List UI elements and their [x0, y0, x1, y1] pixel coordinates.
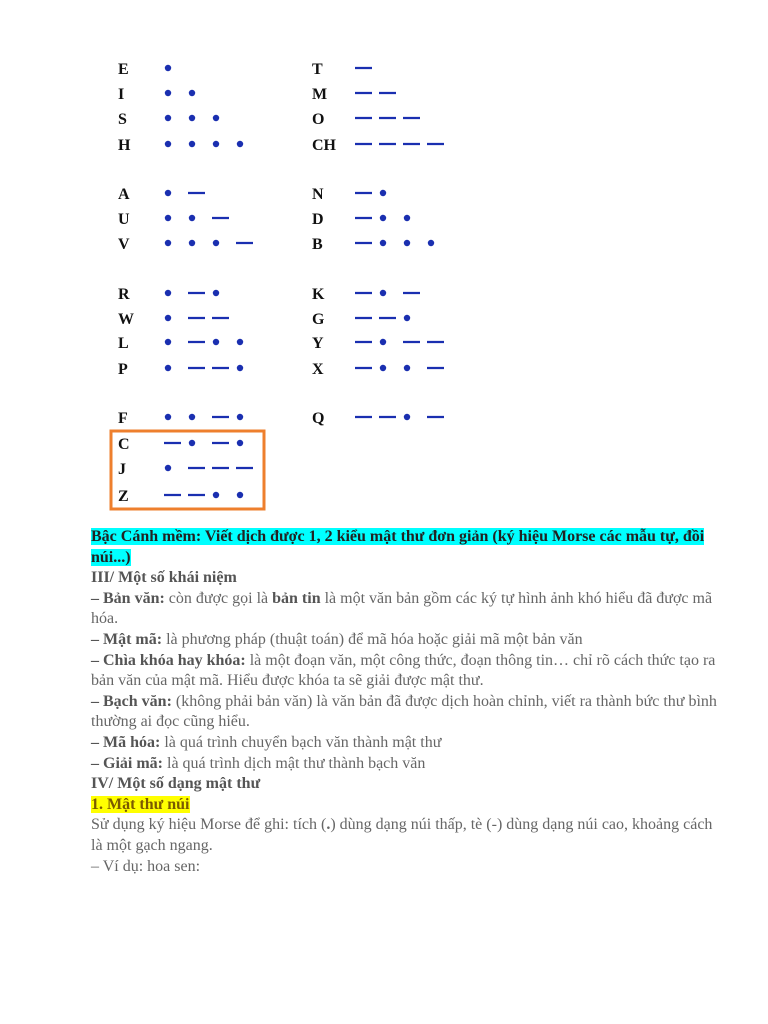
morse-dot	[213, 492, 219, 498]
morse-dot	[165, 215, 171, 221]
morse-dot	[404, 215, 410, 221]
morse-letter: K	[312, 286, 325, 303]
morse-dot	[165, 240, 171, 246]
morse-entry-b	[312, 236, 434, 253]
morse-entry-n	[312, 186, 386, 203]
definition-bach-van: – Bạch văn: (không phải bản văn) là văn bản đã được dịch hoàn chỉnh, viết ra thành bức thư bình thường ai đọc cũng hiểu.	[91, 692, 717, 731]
morse-entry-z	[118, 488, 243, 505]
morse-entry-l	[118, 335, 243, 352]
level-heading: Bậc Cánh mềm: Viết dịch được 1, 2 kiểu mật thư đơn giản (ký hiệu Morse các mẫu tự, đồi núi...)	[91, 528, 705, 566]
morse-entry-w	[118, 311, 229, 328]
morse-letter: O	[312, 111, 325, 128]
morse-letter: V	[118, 236, 130, 253]
morse-letter: B	[312, 236, 323, 253]
definition-chia-khoa: – Chìa khóa hay khóa: là một đoạn văn, một công thức, đoạn thông tin… chỉ rõ cách thức tạo ra bản văn của mật mã. Hiểu được khóa ta sẽ giải được mật thư.	[91, 651, 716, 690]
morse-letter: C	[118, 436, 130, 453]
morse-dot	[165, 365, 171, 371]
morse-dot	[404, 414, 410, 420]
morse-letter: CH	[312, 137, 336, 154]
morse-dot	[165, 339, 171, 345]
morse-letter: M	[312, 86, 328, 103]
morse-entry-j	[118, 461, 253, 478]
morse-dot	[237, 492, 243, 498]
morse-dot	[237, 365, 243, 371]
morse-letter: G	[312, 311, 325, 328]
morse-dot	[165, 290, 171, 296]
morse-dot	[165, 115, 171, 121]
morse-dot	[165, 414, 171, 420]
morse-entry-p	[118, 361, 243, 378]
definition-ban-van: – Bản văn: còn được gọi là bản tin là một văn bản gồm các ký tự hình ảnh khó hiểu đã được mã hóa.	[91, 589, 713, 628]
morse-letter: X	[312, 361, 324, 378]
morse-letter: L	[118, 335, 129, 352]
morse-dot	[165, 141, 171, 147]
morse-letter: Q	[312, 410, 325, 427]
morse-entry-ch	[312, 137, 444, 154]
morse-entry-u	[118, 211, 229, 228]
morse-dot	[189, 90, 195, 96]
morse-dot	[165, 465, 171, 471]
morse-entry-i	[118, 86, 195, 103]
morse-dot	[428, 240, 434, 246]
morse-letter: I	[118, 86, 125, 103]
morse-letter: S	[118, 111, 127, 128]
morse-letter: Z	[118, 488, 129, 505]
morse-entry-r	[118, 286, 219, 303]
mountain-cipher-description: Sử dụng ký hiệu Morse để ghi: tích (.) dùng dạng núi thấp, tè (-) dùng dạng núi cao, khoảng cách là một gạch ngang.	[91, 816, 713, 854]
morse-letter: H	[118, 137, 131, 154]
morse-dot	[237, 440, 243, 446]
morse-letter: A	[118, 186, 130, 203]
morse-dot	[380, 339, 386, 345]
subsection-1-heading: 1. Mật thư núi	[91, 795, 190, 813]
morse-entry-o	[312, 111, 420, 128]
morse-letter: N	[312, 186, 324, 203]
morse-dot	[165, 90, 171, 96]
morse-dot	[404, 365, 410, 371]
morse-dot	[165, 190, 171, 196]
morse-dot	[213, 141, 219, 147]
morse-letter: P	[118, 361, 128, 378]
morse-dot	[165, 65, 171, 71]
morse-dot	[189, 141, 195, 147]
morse-entry-v	[118, 236, 253, 253]
morse-entry-q	[312, 410, 444, 427]
morse-dot	[404, 240, 410, 246]
morse-dot	[189, 240, 195, 246]
morse-dot	[404, 315, 410, 321]
morse-dot	[380, 190, 386, 196]
morse-dot	[380, 215, 386, 221]
example-line: – Ví dụ: hoa sen:	[91, 857, 201, 875]
morse-dot	[213, 290, 219, 296]
morse-entry-g	[312, 311, 410, 328]
morse-entry-h	[118, 137, 243, 154]
definition-ma-hoa: – Mã hóa: là quá trình chuyển bạch văn thành mật thư	[91, 733, 442, 751]
morse-entry-x	[312, 361, 444, 378]
morse-dot	[237, 339, 243, 345]
morse-letter: W	[118, 311, 134, 328]
morse-entry-f	[118, 410, 243, 427]
morse-dot	[213, 240, 219, 246]
section-3-heading: III/ Một số khái niệm	[91, 569, 237, 587]
morse-letter: U	[118, 211, 130, 228]
morse-dot	[189, 414, 195, 420]
morse-letter: J	[118, 461, 126, 478]
morse-entry-s	[118, 111, 219, 128]
morse-entry-e	[118, 61, 171, 78]
morse-dot	[213, 115, 219, 121]
morse-dot	[380, 240, 386, 246]
morse-dot	[189, 440, 195, 446]
morse-entry-k	[312, 286, 420, 303]
morse-entry-d	[312, 211, 410, 228]
morse-dot	[237, 141, 243, 147]
morse-entry-c	[118, 436, 243, 453]
morse-dot	[237, 414, 243, 420]
definition-mat-ma: – Mật mã: là phương pháp (thuật toán) để mã hóa hoặc giải mã một bản văn	[91, 630, 583, 648]
morse-dot	[380, 290, 386, 296]
morse-entry-y	[312, 335, 444, 352]
morse-letter: T	[312, 61, 323, 78]
morse-dot	[189, 115, 195, 121]
morse-letter: D	[312, 211, 324, 228]
morse-entry-m	[312, 86, 396, 103]
morse-letter: E	[118, 61, 129, 78]
morse-entry-t	[312, 61, 372, 78]
morse-dot	[380, 365, 386, 371]
morse-dot	[189, 215, 195, 221]
morse-dot	[213, 339, 219, 345]
morse-letter: F	[118, 410, 128, 427]
morse-entry-a	[118, 186, 205, 203]
morse-letter: R	[118, 286, 130, 303]
morse-letter: Y	[312, 335, 324, 352]
morse-dot	[165, 315, 171, 321]
article-body	[91, 527, 721, 877]
definition-giai-ma: – Giải mã: là quá trình dịch mật thư thành bạch văn	[91, 754, 426, 772]
section-4-heading: IV/ Một số dạng mật thư	[91, 775, 261, 793]
